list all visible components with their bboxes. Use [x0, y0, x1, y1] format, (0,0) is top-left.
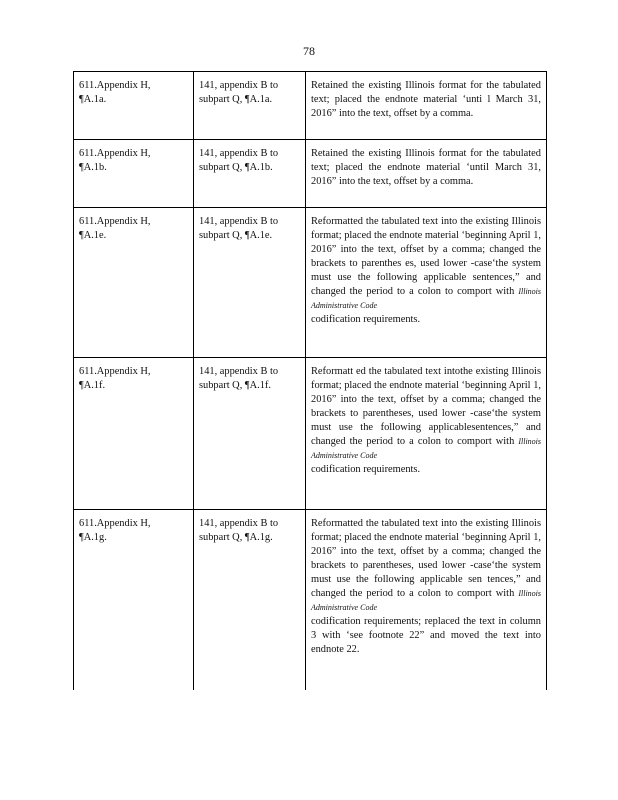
illinois-section-cell: 611.Appendix H, ¶A.1e.	[74, 208, 194, 358]
code-title: Illinois Administrative Code	[311, 287, 541, 310]
federal-reference-cell: 141, appendix B to subpart Q, ¶A.1f.	[194, 358, 306, 510]
code-title: Illinois Administrative Code	[311, 437, 541, 460]
federal-reference-cell: 141, appendix B to subpart Q, ¶A.1b.	[194, 140, 306, 208]
change-text: codification requirements.	[311, 464, 421, 475]
change-text: codification requirements.	[311, 314, 421, 325]
illinois-section-cell: 611.Appendix H, ¶A.1a.	[74, 72, 194, 140]
code-title: Illinois Administrative Code	[311, 589, 541, 612]
illinois-section-cell: 611.Appendix H, ¶A.1f.	[74, 358, 194, 510]
change-description-cell	[306, 510, 547, 690]
change-description-cell: Retained the existing Illinois format for the tabulated text; placed the endnote material ‘until March 31, 2016” into the text, offset by a comma.	[306, 140, 547, 208]
change-description-cell	[306, 358, 547, 510]
rules-comparison-table	[73, 71, 547, 690]
change-text: Reformatted the tabulated text into the existing Illinois format; placed the endnote material ‘beginning April 1, 2016” into the text, offset by a comma; changed the brackets to parentheses, used lower -case‘the system must use the following applicable sen tences,” and changed the period to a colon to comport with	[311, 518, 541, 599]
table-row	[74, 72, 547, 140]
federal-reference-cell: 141, appendix B to subpart Q, ¶A.1a.	[194, 72, 306, 140]
change-description-cell: Retained the existing Illinois format for the tabulated text; placed the endnote material ‘unti l March 31, 2016” into the text, offset by a comma.	[306, 72, 547, 140]
change-text: Reformatted the tabulated text into the existing Illinois format; placed the endnote material ‘beginning April 1, 2016” into the text, offset by a comma; changed the brackets to parenthes es, used lower -case‘the system must use the following applicable sentences,” and changed the period to a colon to comport with	[311, 216, 541, 297]
federal-reference-cell: 141, appendix B to subpart Q, ¶A.1e.	[194, 208, 306, 358]
table-row	[74, 358, 547, 510]
change-text: Reformatt ed the tabulated text intothe existing Illinois format; placed the endnote material ‘beginning April 1, 2016” into the text, offset by a comma; changed the brackets to parentheses, used lower -case‘the system must use the following applicablesentences,” and changed the period to a colon to comport with	[311, 366, 541, 447]
illinois-section-cell: 611.Appendix H, ¶A.1b.	[74, 140, 194, 208]
table-row	[74, 510, 547, 690]
table-row	[74, 140, 547, 208]
federal-reference-cell: 141, appendix B to subpart Q, ¶A.1g.	[194, 510, 306, 690]
illinois-section-cell: 611.Appendix H, ¶A.1g.	[74, 510, 194, 690]
table-row	[74, 208, 547, 358]
change-text: codification requirements; replaced the text in column 3 with ‘see footnote 22” and moved the text into endnote 22.	[311, 616, 541, 655]
change-description-cell	[306, 208, 547, 358]
page-number: 78	[303, 44, 315, 58]
